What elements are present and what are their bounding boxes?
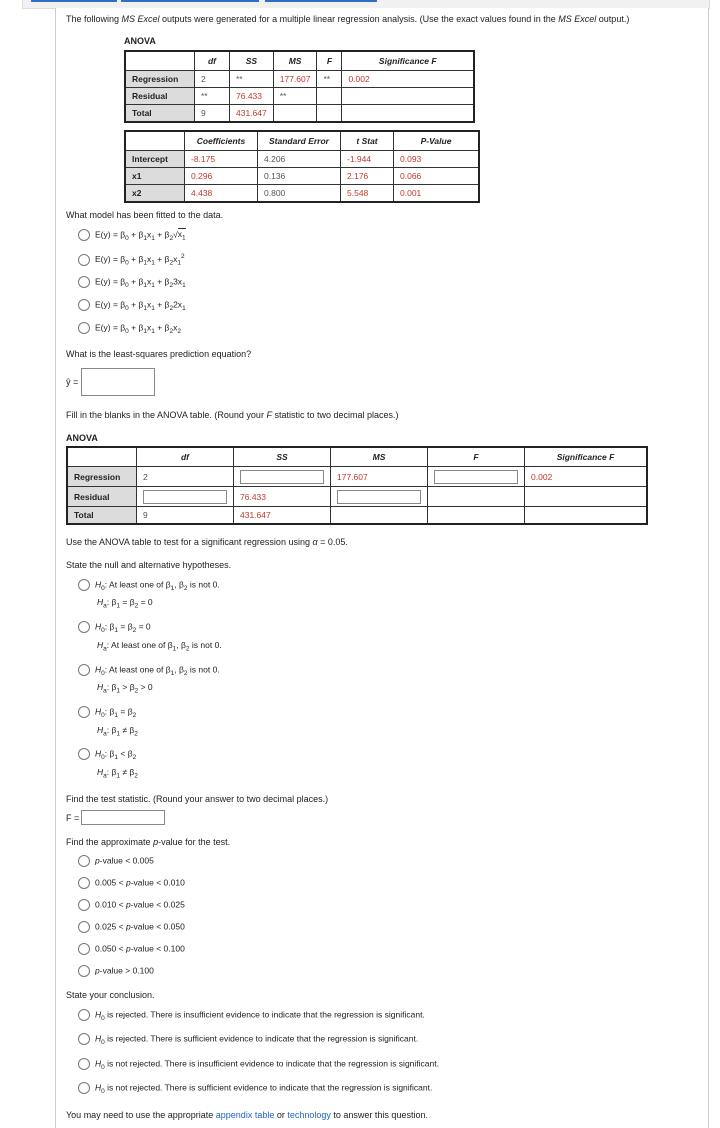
- radio-icon[interactable]: [78, 899, 90, 911]
- hypothesis-alt-5: $H_a$: $\beta_1 \ne \beta_2$: [97, 767, 138, 780]
- hypothesis-alt-2: $H_a$: At least one of $\beta_1$, $\beta_2$ is not 0.: [97, 640, 222, 653]
- table-row: Regression 2 ** 177.607 ** 0.002: [125, 71, 474, 88]
- radio-icon[interactable]: [78, 229, 90, 241]
- pvalue-option-3[interactable]: 0.010 < p-value < 0.025: [78, 899, 185, 911]
- col-f: F: [317, 51, 342, 71]
- toolbar-button-1[interactable]: [31, 0, 117, 2]
- res-df-input[interactable]: [143, 490, 227, 504]
- conclusion-option-1[interactable]: $H_0$ is rejected. There is insufficient evidence to indicate that the regression is significant.: [78, 1009, 425, 1022]
- radio-icon[interactable]: [78, 299, 90, 311]
- hypothesis-alt-4: $H_a$: $\beta_1 \ne \beta_2$: [97, 725, 138, 738]
- hypothesis-alt-3: $H_a$: $\beta_1 > \beta_2 > 0$: [97, 682, 153, 695]
- pvalue-option-5[interactable]: 0.050 < p-value < 0.100: [78, 943, 185, 955]
- radio-icon[interactable]: [78, 706, 90, 718]
- stat-question: Find the test statistic. (Round your answer to two decimal places.): [66, 794, 329, 804]
- radio-icon[interactable]: [78, 579, 90, 591]
- technology-link[interactable]: technology: [287, 1110, 331, 1120]
- table-row: Residual ** 76.433 **: [125, 88, 474, 105]
- f-stat-input[interactable]: [81, 810, 165, 825]
- radio-icon[interactable]: [78, 1058, 90, 1070]
- hypotheses-question: State the null and alternative hypotheses.: [66, 560, 232, 570]
- radio-icon[interactable]: [78, 943, 90, 955]
- prediction-input[interactable]: [81, 368, 155, 396]
- model-question: What model has been fitted to the data.: [66, 210, 224, 220]
- coefficients-table: Coefficients Standard Error t Stat P-Value Intercept -8.175 4.206 -1.944 0.093 x1 0.296 0.136 2.176 0.066 x2 4.438 0.800 5.548 0.001: [124, 130, 480, 203]
- pvalue-question: Find the approximate p-value for the test.: [66, 837, 231, 847]
- toolbar-button-2[interactable]: [121, 0, 259, 2]
- intro-text: The following MS Excel outputs were generated for a multiple linear regression analysis. (Use the exact values found in the MS Excel output.): [66, 14, 630, 24]
- model-option-5[interactable]: $E(y) = \beta_0 + \beta_1x_1 + \beta_2x_2$: [78, 322, 181, 335]
- table-row: x2 4.438 0.800 5.548 0.001: [125, 185, 479, 203]
- prediction-question: What is the least-squares prediction equation?: [66, 349, 252, 359]
- table-row: Total 9 431.647: [125, 105, 474, 123]
- conclusion-option-3[interactable]: $H_0$ is not rejected. There is insufficient evidence to indicate that the regression is significant.: [78, 1058, 439, 1071]
- col-ss: SS: [230, 51, 274, 71]
- anova-table: [124, 50, 475, 123]
- radio-icon[interactable]: [78, 965, 90, 977]
- pvalue-option-1[interactable]: p-value < 0.005: [78, 855, 154, 867]
- hypothesis-option-2[interactable]: $H_0$: $\beta_1 = \beta_2 = 0$: [78, 621, 151, 634]
- fill-question: Fill in the blanks in the ANOVA table. (Round your F statistic to two decimal places.): [66, 410, 399, 420]
- radio-icon[interactable]: [78, 254, 90, 266]
- hypothesis-option-4[interactable]: $H_0$: $\beta_1 = \beta_2$: [78, 706, 136, 719]
- hypothesis-option-5[interactable]: $H_0$: $\beta_1 < \beta_2$: [78, 748, 136, 761]
- pvalue-option-6[interactable]: p-value > 0.100: [78, 965, 154, 977]
- pvalue-option-4[interactable]: 0.025 < p-value < 0.050: [78, 921, 185, 933]
- radio-icon[interactable]: [78, 1082, 90, 1094]
- anova2-title: ANOVA: [66, 433, 98, 443]
- footer-note: You may need to use the appropriate appendix table or technology to answer this question.: [66, 1110, 428, 1120]
- col-ms: MS: [273, 51, 317, 71]
- radio-icon[interactable]: [78, 877, 90, 889]
- appendix-table-link[interactable]: appendix table: [215, 1110, 275, 1120]
- toolbar-button-3[interactable]: [265, 0, 377, 2]
- model-option-3[interactable]: $E(y) = \beta_0 + \beta_1x_1 + \beta_23x_1$: [78, 276, 186, 289]
- radio-icon[interactable]: [78, 748, 90, 760]
- reg-ss-input[interactable]: [240, 470, 324, 484]
- radio-icon[interactable]: [78, 322, 90, 334]
- col-sigf: Significance F: [342, 51, 474, 71]
- table-row: Residual 76.433: [67, 487, 647, 507]
- model-option-4[interactable]: $E(y) = \beta_0 + \beta_1x_1 + \beta_22x_1$: [78, 299, 186, 312]
- res-ms-input[interactable]: [337, 490, 421, 504]
- test-question: Use the ANOVA table to test for a significant regression using α = 0.05.: [66, 537, 348, 547]
- radio-icon[interactable]: [78, 276, 90, 288]
- table-row: Regression 2 177.607 0.002: [67, 467, 647, 487]
- yhat-label: ŷ =: [66, 377, 79, 387]
- table-row: Intercept -8.175 4.206 -1.944 0.093: [125, 151, 479, 168]
- anova-title: ANOVA: [124, 36, 156, 46]
- conclusion-question: State your conclusion.: [66, 990, 155, 1000]
- conclusion-option-4[interactable]: $H_0$ is not rejected. There is sufficient evidence to indicate that the regression is significant.: [78, 1082, 432, 1095]
- radio-icon[interactable]: [78, 921, 90, 933]
- anova-fill-table: df SS MS F Significance F Regression 2 177.607 0.002 Residual 76.433 Total 9 431.647: [66, 446, 648, 525]
- col-df: df: [195, 51, 230, 71]
- conclusion-option-2[interactable]: $H_0$ is rejected. There is sufficient evidence to indicate that the regression is significant.: [78, 1033, 418, 1046]
- radio-icon[interactable]: [78, 855, 90, 867]
- table-row: Total 9 431.647: [67, 507, 647, 525]
- model-option-2[interactable]: $E(y) = \beta_0 + \beta_1x_1 + \beta_2x_1^2$: [78, 253, 185, 267]
- f-input[interactable]: [434, 470, 518, 484]
- hypothesis-option-1[interactable]: $H_0$: At least one of $\beta_1$, $\beta_2$ is not 0.: [78, 579, 220, 592]
- table-row: x1 0.296 0.136 2.176 0.066: [125, 168, 479, 185]
- hypothesis-option-3[interactable]: $H_0$: At least one of $\beta_1$, $\beta_2$ is not 0.: [78, 664, 220, 677]
- radio-icon[interactable]: [78, 664, 90, 676]
- radio-icon[interactable]: [78, 1033, 90, 1045]
- radio-icon[interactable]: [78, 621, 90, 633]
- radio-icon[interactable]: [78, 1009, 90, 1021]
- hypothesis-alt-1: $H_a$: $\beta_1 = \beta_2 = 0$: [97, 597, 153, 610]
- f-label: F =: [66, 813, 80, 823]
- model-option-1[interactable]: $E(y) = \beta_0 + \beta_1x_1 + \beta_2√x_1$: [78, 229, 186, 242]
- pvalue-option-2[interactable]: 0.005 < p-value < 0.010: [78, 877, 185, 889]
